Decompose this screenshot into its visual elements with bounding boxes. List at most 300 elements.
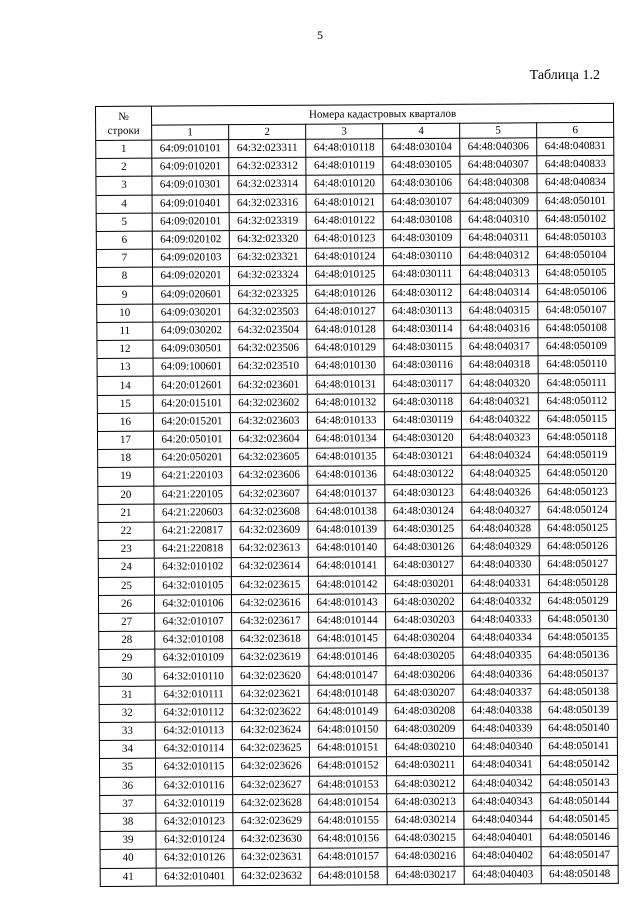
cadastral-number-cell: 64:48:030126 [385, 538, 462, 557]
cadastral-number-cell: 64:48:050118 [538, 428, 615, 447]
row-number-cell: 11 [97, 322, 153, 341]
cadastral-number-cell: 64:48:030204 [386, 629, 463, 648]
page-number: 5 [317, 28, 323, 42]
cadastral-number-cell: 64:32:010112 [155, 703, 232, 722]
cadastral-number-cell: 64:48:040329 [462, 538, 539, 557]
cadastral-number-cell: 64:48:050112 [538, 392, 615, 411]
cadastral-number-cell: 64:48:040330 [462, 556, 539, 575]
cadastral-number-cell: 64:48:010154 [310, 793, 387, 812]
cadastral-number-cell: 64:32:023620 [232, 667, 309, 686]
cadastral-number-cell: 64:48:040341 [463, 756, 540, 775]
cadastral-number-cell: 64:48:010130 [307, 357, 384, 376]
cadastral-number-cell: 64:48:040307 [460, 156, 537, 175]
cadastral-number-cell: 64:48:030210 [386, 738, 463, 757]
cadastral-number-cell: 64:48:050103 [537, 228, 614, 247]
cadastral-number-cell: 64:48:030213 [387, 793, 464, 812]
cadastral-number-cell: 64:32:023615 [231, 576, 308, 595]
row-number-cell: 23 [98, 540, 154, 559]
cadastral-number-cell: 64:20:012601 [153, 376, 230, 395]
row-number-cell: 30 [99, 668, 155, 687]
row-number-cell: 16 [97, 413, 153, 432]
cadastral-number-cell: 64:32:023625 [232, 739, 309, 758]
cadastral-number-cell: 64:20:015201 [153, 412, 230, 431]
cadastral-number-cell: 64:32:010111 [155, 685, 232, 704]
column-number-header: 4 [383, 123, 460, 138]
cadastral-number-cell: 64:48:040323 [461, 429, 538, 448]
row-number-cell: 31 [99, 686, 155, 705]
cadastral-table [95, 103, 619, 887]
cadastral-number-cell: 64:21:220105 [154, 485, 231, 504]
cadastral-number-cell: 64:48:040340 [463, 738, 540, 757]
cadastral-number-cell: 64:48:050147 [541, 847, 618, 866]
cadastral-number-cell: 64:48:010127 [307, 302, 384, 321]
cadastral-number-cell: 64:48:030106 [383, 175, 460, 194]
cadastral-number-cell: 64:48:040344 [464, 811, 541, 830]
cadastral-number-cell: 64:48:050148 [541, 865, 618, 884]
cadastral-number-cell: 64:09:010201 [152, 158, 229, 177]
cadastral-number-cell: 64:48:050115 [538, 410, 615, 429]
cadastral-number-cell: 64:32:023325 [230, 285, 307, 304]
row-number-header-line2: строки [107, 124, 140, 137]
cadastral-number-cell: 64:32:023320 [229, 230, 306, 249]
row-number-cell: 24 [98, 558, 154, 577]
cadastral-number-cell: 64:48:050128 [539, 574, 616, 593]
cadastral-number-cell: 64:48:010141 [308, 557, 385, 576]
cadastral-number-cell: 64:32:023630 [233, 830, 310, 849]
cadastral-number-cell: 64:48:040314 [461, 283, 538, 302]
cadastral-number-cell: 64:09:100601 [153, 358, 230, 377]
cadastral-number-cell: 64:09:010101 [152, 140, 229, 159]
cadastral-number-cell: 64:48:030104 [383, 138, 460, 157]
cadastral-number-cell: 64:09:020601 [153, 285, 230, 304]
cadastral-number-cell: 64:32:010106 [154, 594, 231, 613]
cadastral-number-cell: 64:48:040321 [461, 392, 538, 411]
cadastral-number-cell: 64:32:023311 [229, 139, 306, 158]
cadastral-number-cell: 64:48:050124 [539, 501, 616, 520]
cadastral-number-cell: 64:48:050146 [541, 828, 618, 847]
cadastral-number-cell: 64:48:010148 [309, 684, 386, 703]
cadastral-number-cell: 64:48:010156 [310, 830, 387, 849]
cadastral-number-cell: 64:48:040342 [464, 774, 541, 793]
cadastral-number-cell: 64:32:023627 [233, 776, 310, 795]
cadastral-number-cell: 64:09:020201 [152, 267, 229, 286]
cadastral-number-cell: 64:48:010149 [309, 703, 386, 722]
cadastral-number-cell: 64:48:030214 [387, 811, 464, 830]
row-number-cell: 19 [98, 468, 154, 487]
cadastral-number-cell: 64:32:010124 [156, 831, 233, 850]
cadastral-number-cell: 64:09:030202 [153, 322, 230, 341]
cadastral-number-cell: 64:48:010139 [308, 521, 385, 540]
cadastral-number-cell: 64:32:023608 [231, 503, 308, 522]
cadastral-number-cell: 64:48:030109 [383, 229, 460, 248]
cadastral-number-cell: 64:48:030111 [383, 266, 460, 285]
cadastral-number-cell: 64:48:050104 [537, 246, 614, 265]
cadastral-number-cell: 64:32:010119 [156, 794, 233, 813]
cadastral-number-cell: 64:32:010126 [156, 849, 233, 868]
cadastral-number-cell: 64:48:030110 [383, 247, 460, 266]
cadastral-number-cell: 64:48:030201 [385, 575, 462, 594]
cadastral-number-cell: 64:48:040322 [461, 411, 538, 430]
cadastral-number-cell: 64:32:023609 [231, 521, 308, 540]
cadastral-number-cell: 64:48:030127 [385, 557, 462, 576]
cadastral-number-cell: 64:48:010140 [308, 539, 385, 558]
cadastral-number-cell: 64:48:040309 [460, 192, 537, 211]
row-number-cell: 21 [98, 504, 154, 523]
cadastral-number-cell: 64:48:030202 [385, 593, 462, 612]
cadastral-number-cell: 64:48:030113 [384, 302, 461, 321]
cadastral-number-cell: 64:21:220817 [154, 522, 231, 541]
cadastral-number-cell: 64:48:050141 [540, 738, 617, 757]
cadastral-number-cell: 64:48:050119 [539, 447, 616, 466]
row-number-cell: 22 [98, 522, 154, 541]
row-number-cell: 1 [96, 140, 152, 159]
cadastral-number-cell: 64:32:023605 [231, 448, 308, 467]
cadastral-number-cell: 64:48:040326 [462, 483, 539, 502]
row-number-cell: 2 [96, 158, 152, 177]
cadastral-number-cell: 64:48:040333 [463, 611, 540, 630]
row-number-cell: 12 [97, 340, 153, 359]
cadastral-number-cell: 64:48:030114 [384, 320, 461, 339]
cadastral-number-cell: 64:48:030124 [385, 502, 462, 521]
cadastral-number-cell: 64:48:050137 [540, 665, 617, 684]
cadastral-number-cell: 64:48:010147 [309, 666, 386, 685]
cadastral-number-cell: 64:48:050107 [538, 301, 615, 320]
row-number-cell: 33 [99, 722, 155, 741]
cadastral-number-cell: 64:48:040334 [463, 629, 540, 648]
row-number-cell: 18 [98, 449, 154, 468]
cadastral-number-cell: 64:32:023510 [230, 357, 307, 376]
row-number-cell: 39 [100, 831, 156, 850]
cadastral-number-cell: 64:48:050139 [540, 701, 617, 720]
cadastral-number-cell: 64:48:030217 [387, 866, 464, 885]
cadastral-number-cell: 64:48:050138 [540, 683, 617, 702]
cadastral-number-cell: 64:48:010157 [310, 848, 387, 867]
cadastral-number-cell: 64:32:023607 [231, 485, 308, 504]
cadastral-number-cell: 64:48:040306 [460, 138, 537, 157]
cadastral-number-cell: 64:20:015101 [153, 394, 230, 413]
cadastral-number-cell: 64:32:010110 [155, 667, 232, 686]
cadastral-number-cell: 64:48:030115 [384, 338, 461, 357]
cadastral-number-cell: 64:21:220103 [154, 467, 231, 486]
cadastral-number-cell: 64:48:040401 [464, 829, 541, 848]
cadastral-number-cell: 64:48:040831 [537, 137, 614, 156]
cadastral-number-cell: 64:32:023319 [229, 212, 306, 231]
cadastral-number-cell: 64:32:023312 [229, 157, 306, 176]
row-number-cell: 36 [100, 777, 156, 796]
cadastral-number-cell: 64:48:030208 [386, 702, 463, 721]
row-number-cell: 8 [96, 267, 152, 286]
cadastral-number-cell: 64:48:030209 [386, 720, 463, 739]
cadastral-number-cell: 64:48:040833 [537, 156, 614, 175]
cadastral-number-cell: 64:48:030105 [383, 156, 460, 175]
cadastral-number-cell: 64:48:010152 [309, 757, 386, 776]
cadastral-number-cell: 64:09:010401 [152, 194, 229, 213]
cadastral-number-cell: 64:48:010128 [307, 321, 384, 340]
cadastral-number-cell: 64:32:023321 [229, 248, 306, 267]
cadastral-number-cell: 64:48:050126 [539, 537, 616, 556]
cadastral-number-cell: 64:32:023601 [230, 376, 307, 395]
cadastral-number-cell: 64:48:050142 [540, 756, 617, 775]
row-number-cell: 20 [98, 486, 154, 505]
cadastral-number-cell: 64:32:010114 [155, 740, 232, 759]
cadastral-number-cell: 64:48:030108 [383, 211, 460, 230]
cadastral-number-cell: 64:48:010146 [309, 648, 386, 667]
cadastral-number-cell: 64:48:030216 [387, 848, 464, 867]
cadastral-number-cell: 64:48:010151 [309, 739, 386, 758]
cadastral-number-cell: 64:32:023626 [232, 758, 309, 777]
cadastral-number-cell: 64:48:030125 [385, 520, 462, 539]
cadastral-number-cell: 64:48:050105 [537, 265, 614, 284]
cadastral-number-cell: 64:48:030215 [387, 829, 464, 848]
cadastral-number-cell: 64:48:010150 [309, 721, 386, 740]
cadastral-number-cell: 64:21:220818 [154, 540, 231, 559]
cadastral-number-cell: 64:48:040317 [461, 338, 538, 357]
row-number-cell: 26 [98, 595, 154, 614]
cadastral-number-cell: 64:32:010401 [156, 867, 233, 886]
cadastral-number-cell: 64:48:010132 [307, 393, 384, 412]
cadastral-number-cell: 64:48:040331 [462, 574, 539, 593]
cadastral-number-cell: 64:48:050127 [539, 556, 616, 575]
cadastral-number-cell: 64:32:023619 [232, 648, 309, 667]
cadastral-number-cell: 64:32:023314 [229, 176, 306, 195]
cadastral-number-cell: 64:48:050111 [538, 374, 615, 393]
cadastral-number-cell: 64:32:023503 [230, 303, 307, 322]
cadastral-number-cell: 64:48:010125 [306, 266, 383, 285]
row-number-cell: 28 [99, 631, 155, 650]
cadastral-number-cell: 64:32:023618 [232, 630, 309, 649]
row-number-cell: 38 [100, 813, 156, 832]
row-number-cell: 41 [100, 868, 156, 887]
cadastral-number-cell: 64:32:010109 [155, 649, 232, 668]
cadastral-number-cell: 64:48:010145 [309, 630, 386, 649]
column-number-header: 1 [152, 125, 229, 140]
row-number-cell: 27 [99, 613, 155, 632]
table-body [96, 137, 619, 886]
cadastral-number-cell: 64:48:040308 [460, 174, 537, 193]
row-number-cell: 35 [99, 759, 155, 778]
cadastral-number-cell: 64:09:020101 [152, 212, 229, 231]
cadastral-number-cell: 64:32:023624 [232, 721, 309, 740]
cadastral-number-cell: 64:48:050106 [538, 283, 615, 302]
cadastral-number-cell: 64:48:010124 [306, 248, 383, 267]
cadastral-number-cell: 64:20:050201 [154, 449, 231, 468]
cadastral-number-cell: 64:32:023324 [229, 267, 306, 286]
cadastral-number-cell: 64:48:010122 [306, 211, 383, 230]
cadastral-number-cell: 64:48:040337 [463, 683, 540, 702]
cadastral-number-cell: 64:48:050130 [540, 610, 617, 629]
cadastral-number-cell: 64:48:030116 [384, 357, 461, 376]
cadastral-number-cell: 64:48:030206 [386, 666, 463, 685]
row-number-cell: 7 [96, 249, 152, 268]
cadastral-number-cell: 64:48:030207 [386, 684, 463, 703]
cadastral-number-cell: 64:48:030120 [384, 429, 461, 448]
cadastral-number-cell: 64:48:030211 [386, 757, 463, 776]
row-number-cell: 32 [99, 704, 155, 723]
cadastral-number-cell: 64:48:030119 [384, 411, 461, 430]
cadastral-number-cell: 64:48:010118 [306, 139, 383, 158]
cadastral-number-cell: 64:48:010121 [306, 193, 383, 212]
cadastral-number-cell: 64:48:030121 [385, 447, 462, 466]
cadastral-number-cell: 64:32:010107 [155, 613, 232, 632]
cadastral-number-cell: 64:48:010134 [307, 430, 384, 449]
row-number-cell: 17 [97, 431, 153, 450]
cadastral-number-cell: 64:48:010119 [306, 157, 383, 176]
cadastral-number-cell: 64:48:010143 [308, 593, 385, 612]
column-number-header: 6 [537, 122, 614, 137]
cadastral-number-cell: 64:32:023632 [233, 867, 310, 886]
cadastral-number-cell: 64:32:023504 [230, 321, 307, 340]
cadastral-number-cell: 64:48:050125 [539, 519, 616, 538]
cadastral-number-cell: 64:32:023628 [233, 794, 310, 813]
cadastral-number-cell: 64:09:010301 [152, 176, 229, 195]
cadastral-number-cell: 64:48:040834 [537, 174, 614, 193]
cadastral-number-cell: 64:48:010135 [308, 448, 385, 467]
cadastral-number-cell: 64:48:040335 [463, 647, 540, 666]
cadastral-number-cell: 64:32:023614 [231, 558, 308, 577]
cadastral-number-cell: 64:09:030501 [153, 340, 230, 359]
cadastral-number-cell: 64:09:020102 [152, 231, 229, 250]
row-number-cell: 40 [100, 849, 156, 868]
cadastral-number-cell: 64:09:020103 [152, 249, 229, 268]
row-number-cell: 29 [99, 649, 155, 668]
cadastral-number-cell: 64:48:030203 [386, 611, 463, 630]
cadastral-number-cell: 64:48:040325 [462, 465, 539, 484]
cadastral-number-cell: 64:48:040338 [463, 702, 540, 721]
cadastral-number-cell: 64:48:010158 [310, 866, 387, 885]
cadastral-number-cell: 64:48:050129 [539, 592, 616, 611]
column-number-header: 2 [229, 124, 306, 139]
cadastral-number-cell: 64:48:050135 [540, 628, 617, 647]
row-number-cell: 10 [97, 304, 153, 323]
cadastral-number-cell: 64:32:023604 [230, 430, 307, 449]
cadastral-number-cell: 64:48:010155 [310, 812, 387, 831]
cadastral-number-cell: 64:20:050101 [153, 431, 230, 450]
column-number-header: 5 [460, 123, 537, 138]
cadastral-number-cell: 64:32:010105 [154, 576, 231, 595]
cadastral-number-cell: 64:48:010136 [308, 466, 385, 485]
cadastral-number-cell: 64:48:010142 [308, 575, 385, 594]
cadastral-number-cell: 64:48:050123 [539, 483, 616, 502]
row-number-header [96, 106, 152, 140]
cadastral-number-cell: 64:48:050145 [541, 810, 618, 829]
cadastral-number-cell: 64:48:030107 [383, 193, 460, 212]
cadastral-number-cell: 64:32:010108 [155, 631, 232, 650]
cadastral-number-cell: 64:32:023316 [229, 194, 306, 213]
cadastral-number-cell: 64:32:010113 [155, 722, 232, 741]
cadastral-number-cell: 64:32:023602 [230, 394, 307, 413]
row-number-cell: 25 [98, 577, 154, 596]
cadastral-number-cell: 64:48:040324 [462, 447, 539, 466]
row-number-cell: 5 [96, 213, 152, 232]
row-number-cell: 14 [97, 377, 153, 396]
cadastral-number-cell: 64:48:030212 [387, 775, 464, 794]
cadastral-number-cell: 64:48:010120 [306, 175, 383, 194]
cadastral-number-cell: 64:48:040343 [464, 793, 541, 812]
cadastral-number-cell: 64:48:040312 [460, 247, 537, 266]
row-number-header-line1: № [118, 110, 129, 123]
cadastral-number-cell: 64:48:040316 [461, 320, 538, 339]
cadastral-number-cell: 64:48:010123 [306, 230, 383, 249]
cadastral-number-cell: 64:48:030118 [384, 393, 461, 412]
cadastral-number-cell: 64:48:050101 [537, 192, 614, 211]
cadastral-number-cell: 64:48:050102 [537, 210, 614, 229]
cadastral-number-cell: 64:32:023616 [231, 594, 308, 613]
table-row [100, 865, 618, 886]
cadastral-number-cell: 64:48:050108 [538, 319, 615, 338]
cadastral-number-cell: 64:48:040320 [461, 374, 538, 393]
cadastral-number-cell: 64:32:023622 [232, 703, 309, 722]
cadastral-number-cell: 64:48:040313 [460, 265, 537, 284]
cadastral-number-cell: 64:48:050110 [538, 356, 615, 375]
cadastral-number-cell: 64:21:220603 [154, 503, 231, 522]
cadastral-number-cell: 64:09:030201 [153, 303, 230, 322]
cadastral-number-cell: 64:48:010133 [307, 412, 384, 431]
cadastral-number-cell: 64:48:010126 [307, 284, 384, 303]
cadastral-number-cell: 64:48:040339 [463, 720, 540, 739]
cadastral-number-cell: 64:48:030122 [385, 466, 462, 485]
row-number-cell: 15 [97, 395, 153, 414]
cadastral-number-cell: 64:48:030205 [386, 648, 463, 667]
cadastral-number-cell: 64:48:030117 [384, 375, 461, 394]
cadastral-number-cell: 64:48:040310 [460, 211, 537, 230]
cadastral-number-cell: 64:48:040332 [462, 592, 539, 611]
row-number-cell: 9 [97, 286, 153, 305]
row-number-cell: 13 [97, 358, 153, 377]
cadastral-number-cell: 64:48:030112 [384, 284, 461, 303]
cadastral-number-cell: 64:48:040403 [464, 865, 541, 884]
cadastral-number-cell: 64:32:010102 [154, 558, 231, 577]
row-number-cell: 34 [99, 740, 155, 759]
row-number-cell: 4 [96, 195, 152, 214]
column-number-header: 3 [306, 124, 383, 139]
cadastral-number-cell: 64:32:023621 [232, 685, 309, 704]
table-title: Таблица 1.2 [529, 68, 600, 83]
cadastral-number-cell: 64:32:010115 [155, 758, 232, 777]
cadastral-number-cell: 64:48:040327 [462, 502, 539, 521]
row-number-cell: 3 [96, 177, 152, 196]
cadastral-number-cell: 64:32:023629 [233, 812, 310, 831]
cadastral-number-cell: 64:32:023631 [233, 849, 310, 868]
row-number-cell: 6 [96, 231, 152, 250]
cadastral-number-cell: 64:48:040328 [462, 520, 539, 539]
cadastral-number-cell: 64:32:023613 [231, 539, 308, 558]
cadastral-number-cell: 64:48:010144 [309, 612, 386, 631]
cadastral-number-cell: 64:48:050143 [541, 774, 618, 793]
cadastral-number-cell: 64:48:040336 [463, 665, 540, 684]
cadastral-number-cell: 64:48:040402 [464, 847, 541, 866]
cadastral-number-cell: 64:32:010123 [156, 813, 233, 832]
cadastral-number-cell: 64:48:050109 [538, 337, 615, 356]
cadastral-number-cell: 64:32:023603 [230, 412, 307, 431]
cadastral-number-cell: 64:48:010129 [307, 339, 384, 358]
cadastral-number-cell: 64:48:050120 [539, 465, 616, 484]
row-number-cell: 37 [100, 795, 156, 814]
cadastral-number-cell: 64:32:010116 [156, 776, 233, 795]
cadastral-number-cell: 64:48:050136 [540, 647, 617, 666]
cadastral-number-cell: 64:48:050140 [540, 719, 617, 738]
cadastral-number-cell: 64:48:030123 [385, 484, 462, 503]
cadastral-number-cell: 64:32:023606 [231, 467, 308, 486]
cadastral-number-cell: 64:48:050144 [541, 792, 618, 811]
cadastral-number-cell: 64:48:040311 [460, 229, 537, 248]
cadastral-number-cell: 64:48:010131 [307, 375, 384, 394]
cadastral-number-cell: 64:32:023617 [232, 612, 309, 631]
cadastral-number-cell: 64:48:010153 [310, 775, 387, 794]
cadastral-number-cell: 64:48:010137 [308, 484, 385, 503]
cadastral-number-cell: 64:48:010138 [308, 502, 385, 521]
group-header: Номера кадастровых кварталов [152, 103, 614, 125]
cadastral-number-cell: 64:48:040315 [461, 301, 538, 320]
